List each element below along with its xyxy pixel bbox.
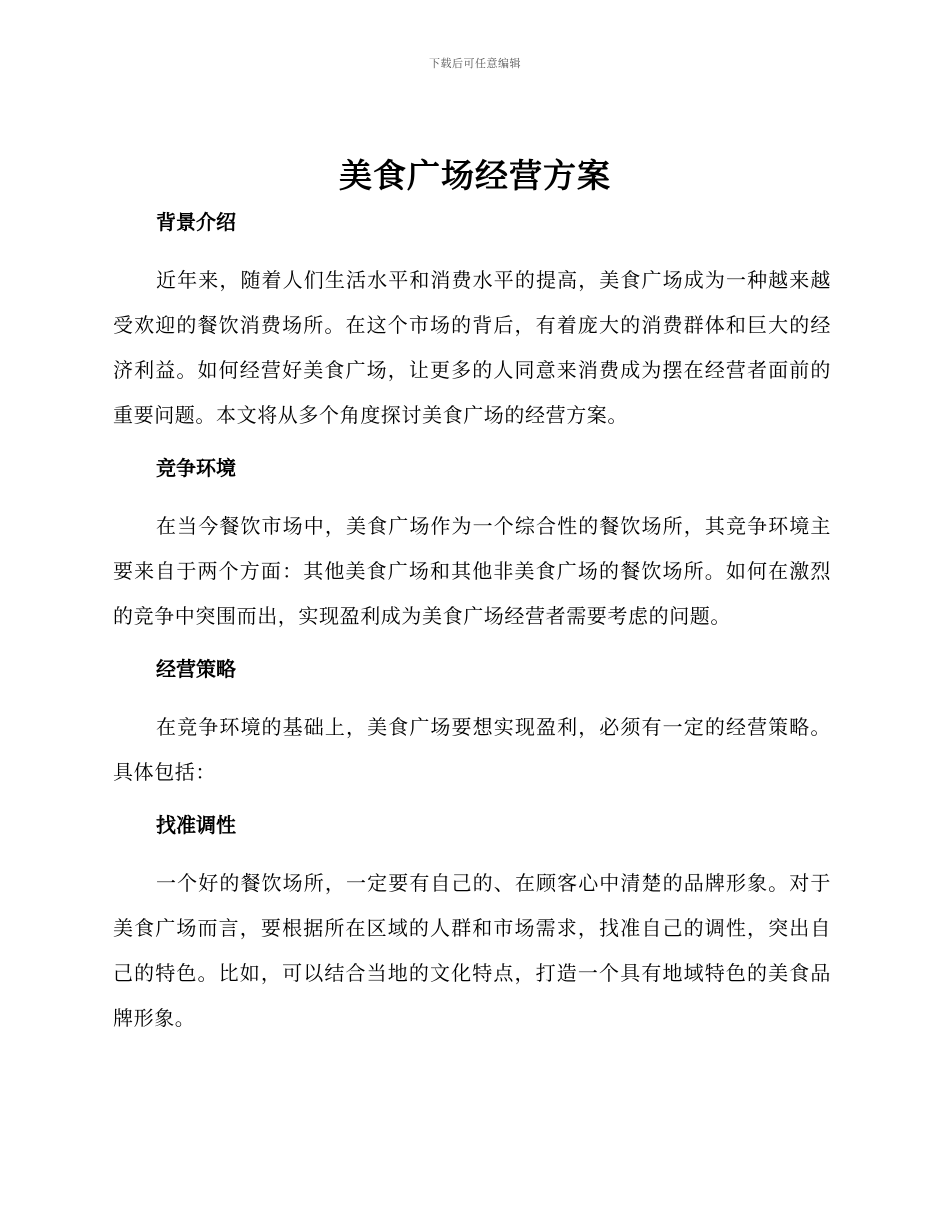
section-paragraph-background: 近年来，随着人们生活水平和消费水平的提高，美食广场成为一种越来越受欢迎的餐饮消费场所。在这个市场的背后，有着庞大的消费群体和巨大的经济利益。如何经营好美食广场，让更多的人同意来消费成为摆在经营者面前的重要问题。本文将从多个角度探讨美食广场的经营方案。 <box>113 268 831 427</box>
document-title: 美食广场经营方案 <box>339 156 611 195</box>
section-heading-positioning: 找准调性 <box>156 813 236 837</box>
section-heading-strategy: 经营策略 <box>156 657 236 681</box>
section-paragraph-competition: 在当今餐饮市场中，美食广场作为一个综合性的餐饮场所，其竞争环境主要来自于两个方面：其他美食广场和其他非美食广场的餐饮场所。如何在激烈的竞争中突围而出，实现盈利成为美食广场经营者需要考虑的问题。 <box>113 514 831 628</box>
section-paragraph-strategy: 在竞争环境的基础上，美食广场要想实现盈利，必须有一定的经营策略。具体包括： <box>113 715 831 784</box>
section-paragraph-positioning: 一个好的餐饮场所，一定要有自己的、在顾客心中清楚的品牌形象。对于美食广场而言，要根据所在区域的人群和市场需求，找准自己的调性，突出自己的特色。比如，可以结合当地的文化特点，打造一个具有地域特色的美食品牌形象。 <box>113 871 831 1030</box>
document-body <box>113 204 831 1053</box>
header-note: 下载后可任意编辑 <box>429 57 521 70</box>
section-heading-background: 背景介绍 <box>156 210 236 234</box>
section-heading-competition: 竞争环境 <box>156 456 236 480</box>
